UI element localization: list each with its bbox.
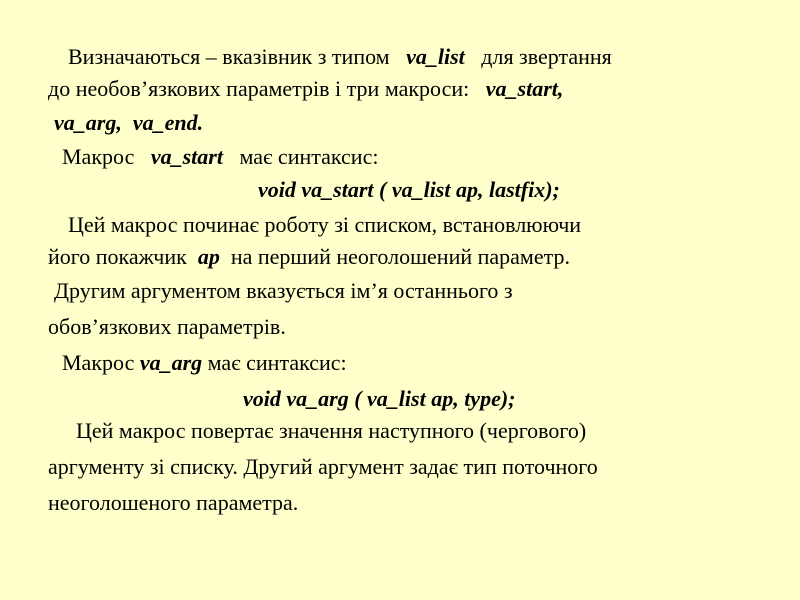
ap-keyword: ap: [197, 244, 220, 269]
para1-line2: [48, 76, 563, 102]
para3-line1: Цей макрос починає роботу зі списком, встановлюючи: [68, 212, 582, 237]
va-arg-keyword: va_arg,: [54, 110, 122, 135]
para3-line4: обов’язкових параметрів.: [48, 314, 286, 339]
para3-line2: [48, 244, 570, 270]
para1-text-d: до необов’язкових параметрів і три макроси:: [48, 76, 470, 101]
para3-text-a: його покажчик: [48, 244, 187, 269]
code-va-start: void va_start ( va_list ap, lastfix);: [258, 177, 560, 202]
para1-text-c: для звертання: [481, 44, 612, 69]
para2-text-c: має синтаксис:: [239, 144, 379, 169]
para4-text-c: має синтаксис:: [207, 350, 347, 375]
para4-text-a: Макрос: [62, 350, 135, 375]
para2-line: [62, 144, 378, 170]
para1-text-a: Визначаються – вказівник з типом: [68, 44, 390, 69]
para2-text-a: Макрос: [62, 144, 135, 169]
para3-line3: Другим аргументом вказується ім’я останнього з: [54, 278, 513, 303]
va-end-keyword: va_end.: [132, 110, 204, 135]
para5-line2: аргументу зі списку. Другий аргумент задає тип поточного: [48, 454, 598, 479]
para1-line1: [68, 44, 612, 70]
para2-keyword: va_start: [150, 144, 223, 169]
va-start-keyword: va_start,: [485, 76, 564, 101]
para4-line: [62, 350, 347, 376]
para5-line1: Цей макрос повертає значення наступного (чергового): [76, 418, 587, 443]
va-list-keyword: va_list: [406, 44, 465, 69]
para3-text-c: на перший неоголошений параметр.: [230, 244, 570, 269]
code-va-arg: void va_arg ( va_list ap, type);: [243, 386, 516, 411]
para1-line3: [54, 110, 203, 136]
para4-keyword: va_arg: [139, 350, 203, 375]
para5-line3: неоголошеного параметра.: [48, 490, 299, 515]
